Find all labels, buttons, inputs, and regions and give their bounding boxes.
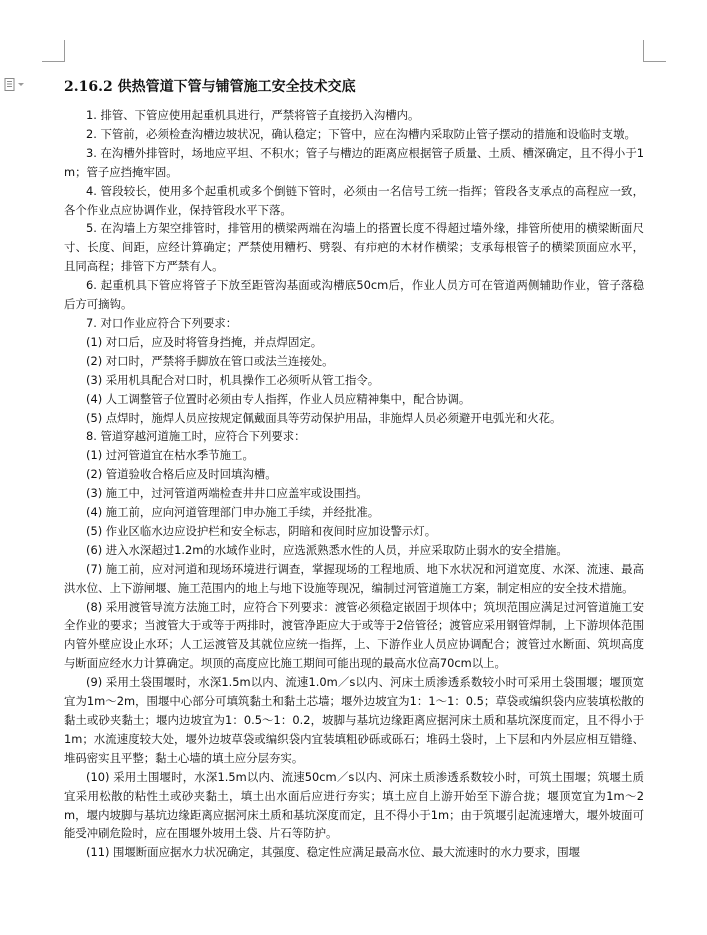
paragraph: (6) 进入水深超过1.2m的水域作业时，应选派熟悉水性的人员，并应采取防止弱水的安全措施。 [86, 542, 568, 557]
paragraph-list [64, 106, 644, 862]
paragraph: (9) 采用土袋围堰时，水深1.5m以内、流速1.0m／s以内、河床土质渗透系数较小时可采用土袋围堰；堰顶宽宜为1m～2m，围堰中心部分可填筑黏土和黏土芯墙；堰外边坡宜为1：1～1：0.5；草袋或编织袋内应装填松散的黏土或砂夹黏土；堰内边坡宜为1：0.5～1：0.2，坡脚与基坑边缘距离应据河床土质和基坑深度而定，且不得小于1m；水流速度较大处，堰外边坡草袋或编织袋内宜装填粗砂砾或砾石；堆码土袋时，上下层和内外层应相互错缝、堆码密实且平整；黏土心墙的填土应分层夯实。 [64, 675, 644, 765]
crop-mark-top-right-vertical [643, 40, 644, 62]
paragraph: (11) 围堰断面应据水力状况确定，其强度、稳定性应满足最高水位、最大流速时的水力要求，围堰 [86, 845, 581, 860]
paragraph: 8. 管道穿越河道施工时，应符合下列要求： [86, 429, 306, 444]
paragraph: (2) 管道验收合格后应及时回填沟槽。 [86, 467, 277, 482]
crop-mark-top-right-horizontal [643, 61, 666, 62]
paragraph: 1. 排管、下管应使用起重机具进行，严禁将管子直接扔入沟槽内。 [86, 108, 420, 122]
paragraph: (4) 施工前，应向河道管理部门申办施工手续，并经批准。 [86, 505, 380, 520]
paragraph: (4) 人工调整管子位置时必须由专人指挥，作业人员应精神集中，配合协调。 [86, 391, 471, 406]
paragraph: (10) 采用土围堰时，水深1.5m以内、流速50cm／s以内、河床土质渗透系数较小时，可筑土围堰；筑堰土质宜采用松散的粘性土或砂夹黏土，填土出水面后应进行夯实；填土应自上游开始至下游合拢；堰顶宽宜为1m～2m，堰内坡脚与基坑边缘距离应据河床土质和基坑深度而定，且不得小于1m；由于筑堰引起流速增大，堰外坡面可能受冲刷危险时，应在围堰外坡用土袋、片石等防护。 [64, 769, 644, 841]
paragraph: (3) 采用机具配合对口时，机具操作工必须听从管工指令。 [86, 372, 380, 387]
document-menu-icon[interactable] [4, 78, 28, 92]
paragraph: (1) 过河管道宜在枯水季节施工。 [86, 448, 254, 463]
paragraph: (5) 点焊时，施焊人员应按规定佩戴面具等劳动保护用品，非施焊人员必须避开电弧光和火花。 [86, 410, 562, 425]
paragraph: (8) 采用渡管导流方法施工时，应符合下列要求：渡管必须稳定嵌固于坝体中；筑坝范围应满足过河管道施工安全作业的要求；当渡管大于或等于两排时，渡管净距应大于或等于2倍管径；渡管应采用钢管焊制，上下游坝体范围内管外壁应设止水环；人工运渡管及其就位应统一指挥，上、下游作业人员应协调配合；渡管过水断面、筑坝高度与断面应经水力计算确定。坝顶的高度应比施工期间可能出现的最高水位高70cm以上。 [64, 599, 644, 671]
paragraph: (5) 作业区临水边应设护栏和安全标志，阴暗和夜间时应加设警示灯。 [86, 523, 437, 538]
paragraph: 6. 起重机具下管应将管子下放至距管沟基面或沟槽底50cm后，作业人员方可在管道两侧辅助作业，管子落稳后方可摘钩。 [64, 278, 644, 312]
paragraph: (7) 施工前，应对河道和现场环境进行调查，掌握现场的工程地质、地下水状况和河道宽度、水深、流速、最高洪水位、上下游闸堰、施工范围内的地上与地下设施等现况，编制过河管道施工方案，制定相应的安全技术措施。 [64, 561, 644, 595]
paragraph: (3) 施工中，过河管道两端检查井井口应盖牢或设围挡。 [86, 486, 368, 501]
paragraph: 2. 下管前，必须检查沟槽边坡状况，确认稳定；下管中，应在沟槽内采取防止管子摆动的措施和设临时支墩。 [86, 126, 636, 141]
paragraph: (1) 对口后，应及时将管身挡掩，并点焊固定。 [86, 334, 323, 349]
paragraph: 7. 对口作业应符合下列要求： [86, 315, 238, 330]
paragraph: 3. 在沟槽外排管时，场地应平坦、不积水；管子与槽边的距离应根据管子质量、土质、槽深确定，且不得小于1m；管子应挡掩牢固。 [64, 145, 644, 179]
paragraph: 5. 在沟墙上方架空排管时，排管用的横梁两端在沟墙上的搭置长度不得超过墙外缘，排管所使用的横梁断面尺寸、长度、间距，应经计算确定；严禁使用糟朽、劈裂、有疖疤的木材作横梁；支承每根管子的横梁顶面应水平，且同高程；排管下方严禁有人。 [64, 221, 644, 274]
crop-mark-top-left-vertical [64, 40, 65, 62]
crop-mark-top-left-horizontal [42, 61, 65, 62]
paragraph: (2) 对口时，严禁将手脚放在管口或法兰连接处。 [86, 353, 334, 368]
section-heading: 2.16.2 供热管道下管与铺管施工安全技术交底 [64, 79, 356, 95]
paragraph: 4. 管段较长，使用多个起重机或多个倒链下管时，必须由一名信号工统一指挥；管段各支承点的高程应一致，各个作业点应协调作业，保持管段水平下落。 [64, 183, 644, 217]
document-body [64, 76, 644, 862]
